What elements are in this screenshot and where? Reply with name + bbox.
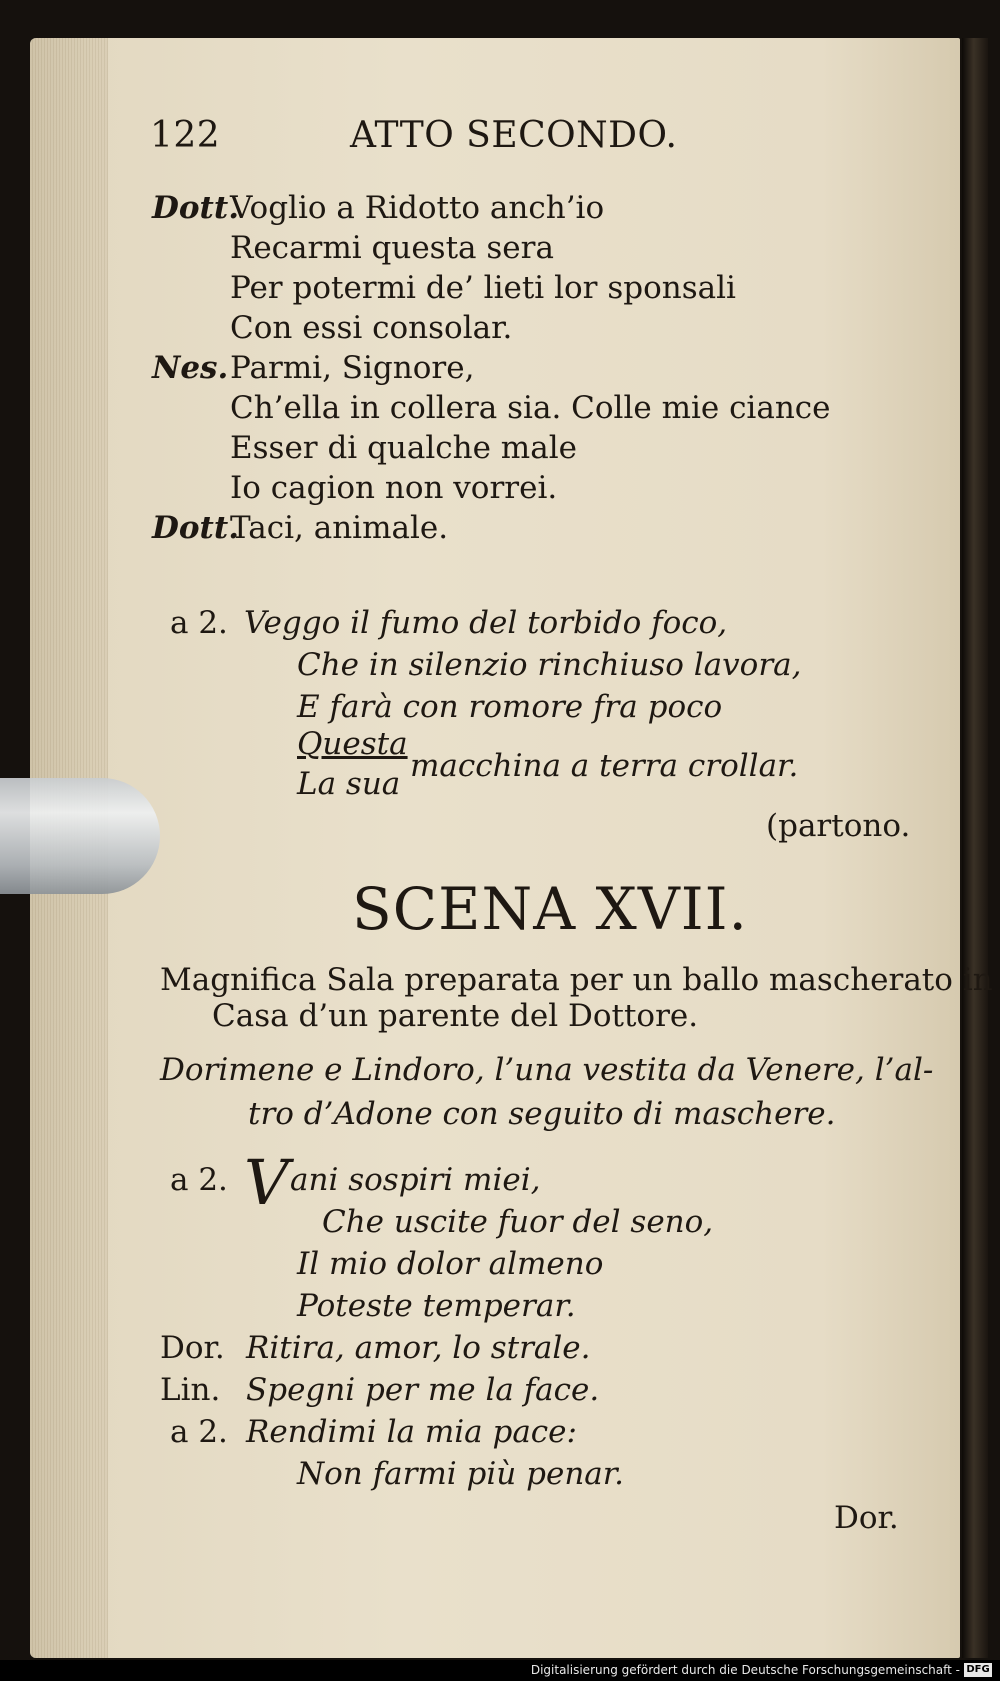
alternate-reading-bottom: La sua [297,766,401,802]
verse-line: Rendimi la mia pace: [246,1414,577,1450]
catchword: Dor. [834,1500,899,1536]
scene-characters: tro d’Adone con seguito di maschere. [248,1096,836,1132]
verse-line: macchina a terra crollar. [410,748,799,784]
page-number: 122 [150,115,221,156]
verse-line: Voglio a Ridotto anch’io [230,190,605,226]
verse-line: Taci, animale. [230,510,449,546]
speaker: a 2. [170,1414,228,1450]
verse-line: Ritira, amor, lo strale. [246,1330,591,1366]
verse-line: Spegni per me la face. [246,1372,600,1408]
scene-setting: Casa d’un parente del Dottore. [212,998,699,1034]
speaker: Dott. [152,190,239,226]
drop-cap: V [244,1146,289,1219]
page-clip [0,778,160,894]
speaker: Dott. [152,510,239,546]
verse-line: Il mio dolor almeno [297,1246,604,1282]
verse-line: Con essi consolar. [230,310,513,346]
verse-line: Io cagion non vorrei. [230,470,558,506]
verse-line: Che uscite fuor del seno, [322,1204,714,1240]
verse-line: E farà con romore fra poco [297,689,723,725]
footer-credit: Digitalisierung gefördert durch die Deutsche Forschungsgemeinschaft - [530,1663,960,1677]
verse-line: Poteste temperar. [297,1288,576,1324]
verse-line: Non farmi più penar. [297,1456,625,1492]
dfg-logo: DFG [964,1663,992,1677]
running-title: ATTO SECONDO. [350,115,678,156]
speaker: Dor. [160,1330,225,1366]
verse-line: Che in silenzio rinchiuso lavora, [297,647,802,683]
scene-characters: Dorimene e Lindoro, l’una vestita da Venere, l’al- [160,1052,934,1088]
verse-line: Per potermi de’ lieti lor sponsali [230,270,736,306]
speaker: a 2. [170,605,228,641]
speaker: a 2. [170,1162,228,1198]
verse-line: Esser di qualche male [230,430,577,466]
verse-line: Parmi, Signore, [230,350,475,386]
verse-line: Veggo il fumo del torbido foco, [244,605,728,641]
scene-heading: SCENA XVII. [352,875,748,943]
speaker: Nes. [152,350,229,386]
facing-page-edge [962,38,988,1658]
speaker: Lin. [160,1372,221,1408]
stage-direction: (partono. [766,808,911,844]
verse-line: Recarmi questa sera [230,230,554,266]
alternate-reading-top: Questa [297,726,408,762]
scene-setting: Magnifica Sala preparata per un ballo mascherato in [160,962,993,998]
verse-line: Ch’ella in collera sia. Colle mie ciance [230,390,831,426]
verse-line: ani sospiri miei, [290,1162,541,1198]
